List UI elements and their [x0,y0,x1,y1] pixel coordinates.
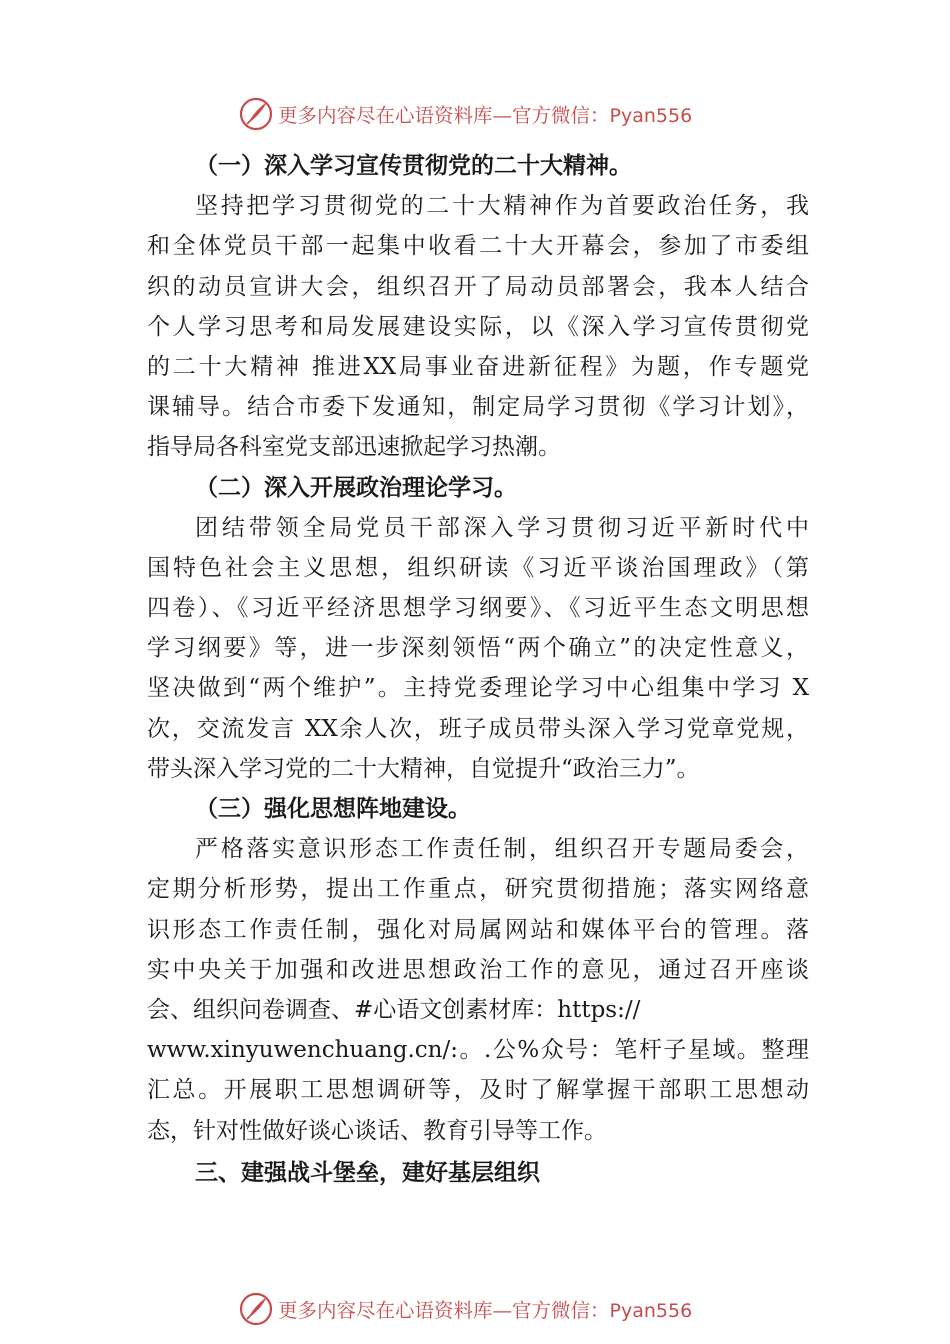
paragraph-line: 学习纲要》等，进一步深刻领悟“两个确立”的决定性意义， [147,635,809,662]
paragraph-line: 态，针对性做好谈心谈话、教育引导等工作。 [147,1117,607,1144]
section-heading: （二）深入开展政治理论学习。 [195,473,517,501]
paragraph-line: 汇总。开展职工思想调研等，及时了解掌握干部职工思想动 [147,1077,809,1104]
paragraph-line: 坚决做到“两个维护”。主持党委理论学习中心组集中学习 X [147,675,809,702]
watermark-text: 更多内容尽在心语资料库—官方微信：Pyan556 [278,1299,693,1322]
document-body [147,146,809,1193]
section-heading: 三、建强战斗堡垒，建好基层组织 [195,1159,540,1186]
paragraph-line: 实中央关于加强和改进思想政治工作的意见，通过召开座谈 [147,956,809,983]
paragraph-line: www.xinyuwenchuang.cn/:。.公%众号：笔杆子星域。整理 [147,1037,809,1064]
section-heading: （一）深入学习宣传贯彻党的二十大精神。 [195,152,632,179]
paragraph-line: 会、组织问卷调查、#心语文创素材库：https:// [147,996,641,1023]
paragraph-line: 指导局各科室党支部迅速掀起学习热潮。 [147,434,561,461]
watermark-banner-top [238,94,738,134]
paragraph-line: 和全体党员干部一起集中收看二十大开幕会，参加了市委组 [147,233,809,260]
paragraph-line: 识形态工作责任制，强化对局属网站和媒体平台的管理。落 [147,916,809,943]
paragraph-line: 四卷）、《习近平经济思想学习纲要》、《习近平生态文明思想 [147,595,809,622]
paragraph-line: 国特色社会主义思想，组织研读《习近平谈治国理政》（第 [147,554,809,581]
paragraph-line: 次，交流发言 XX余人次，班子成员带头深入学习党章党规， [147,715,809,742]
watermark-banner-bottom [238,1289,738,1329]
paragraph-line: 定期分析形势，提出工作重点，研究贯彻措施；落实网络意 [147,876,809,903]
paragraph-line: 严格落实意识形态工作责任制，组织召开专题局委会， [195,836,809,863]
feather-pen-logo-icon [238,1291,274,1327]
section-heading: （三）强化思想阵地建设。 [195,795,471,822]
watermark-text: 更多内容尽在心语资料库—官方微信：Pyan556 [278,104,693,127]
paragraph-line: 带头深入学习党的二十大精神，自觉提升“政治三力”。 [147,755,700,782]
feather-pen-logo-icon [238,96,274,132]
paragraph-line: 个人学习思考和局发展建设实际，以《深入学习宣传贯彻党 [147,313,809,340]
paragraph-line: 的二十大精神 推进XX局事业奋进新征程》为题，作专题党 [147,353,809,380]
paragraph-line: 团结带领全局党员干部深入学习贯彻习近平新时代中 [195,514,809,541]
paragraph-line: 坚持把学习贯彻党的二十大精神作为首要政治任务，我 [195,193,809,220]
paragraph-line: 课辅导。结合市委下发通知，制定局学习贯彻《学习计划》， [147,394,809,421]
paragraph-line: 织的动员宣讲大会，组织召开了局动员部署会，我本人结合 [147,273,809,300]
